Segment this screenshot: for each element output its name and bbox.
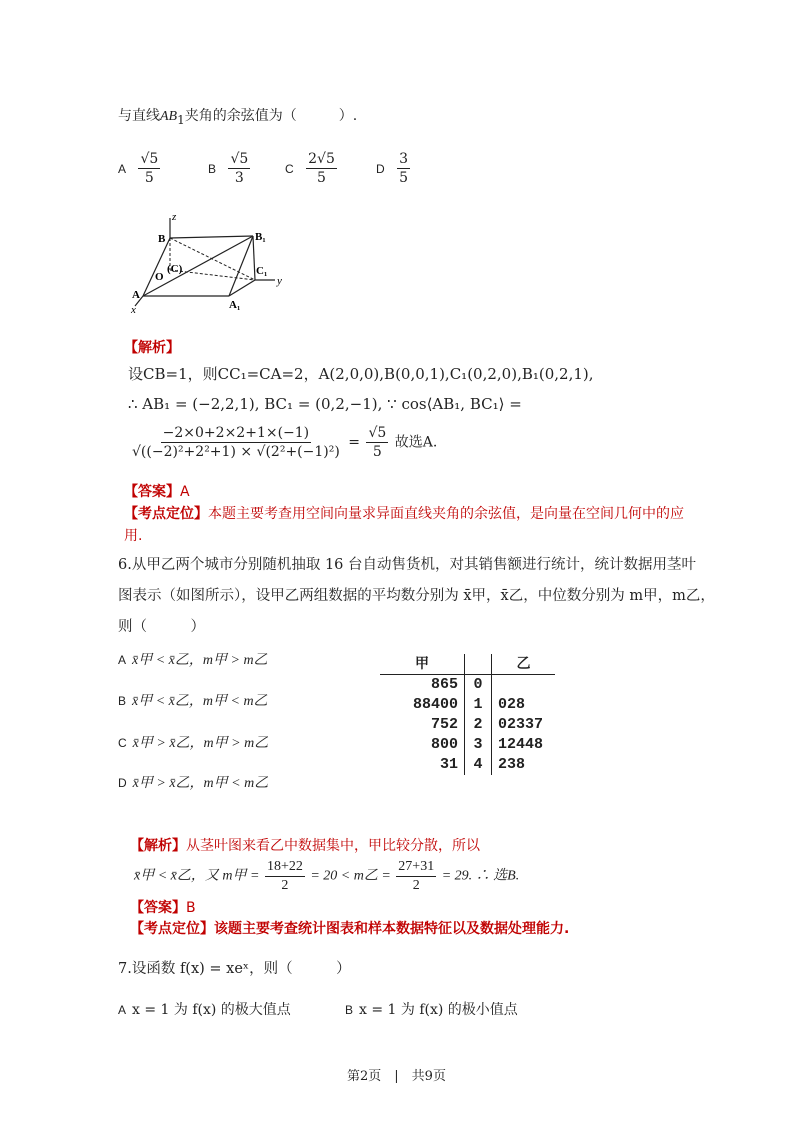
label-b1: B₁ [255,231,266,243]
stemleaf-row [380,735,555,755]
q6-answer-line [130,898,196,918]
option-text: x̄甲 > x̄乙，m甲 > m乙 [132,736,269,751]
left-leaves: 865 [430,676,458,693]
left-leaves: 800 [430,736,458,753]
right-leaves: 028 [498,696,526,713]
q5-kaodian-line2: 用. [124,528,143,544]
q6-option-a [118,650,268,671]
q6-answer-value: B [186,900,196,916]
option-letter: B [118,694,127,708]
q5-answer-line [124,482,190,502]
q5-prism-figure [125,210,295,315]
q6-answer-tag: 【答案】 [130,900,186,916]
page-footer: 第2页 | 共9页 [347,1069,446,1084]
left-leaves: 752 [430,716,458,733]
q6-analysis-line2 [134,858,519,895]
q5-stem-rest: 夹角的余弦值为（ ）. [184,108,358,124]
option-letter: B [208,161,217,176]
q6-stem-line3: 则（ ） [118,619,205,635]
frac-num: √5 [140,151,159,167]
frac-den: 5 [399,170,409,186]
q6-analysis-end: = 29. ∴ 选B. [441,868,520,884]
q5-kaodian-tag: 【考点定位】 [124,506,208,522]
option-text: x̄甲 > x̄乙，m甲 < m乙 [132,776,269,791]
q5-option-b [208,150,252,187]
q7-option-b [345,1000,518,1020]
frac-den: 3 [234,170,244,186]
q5-kaodian-text: 本题主要考查用空间向量求异面直线夹角的余弦值，是向量在空间几何中的应 [208,506,684,522]
q7-option-a [118,1000,291,1020]
q6-kaodian-tag: 【考点定位】 [130,921,214,937]
q5-kaodian-line1 [124,504,684,524]
label-b: B [158,233,166,245]
q6-stem-line1: 6.从甲乙两个城市分别随机抽取 16 台自动售货机，对其销售额进行统计，统计数据用茎叶 [118,557,696,573]
q6-analysis-text: 从茎叶图来看乙中数据集中，甲比较分散，所以 [186,838,480,854]
q5-option-a [118,150,162,187]
stemleaf-row [380,755,555,775]
right-leaves: 12448 [498,736,544,753]
left-leaves: 88400 [412,696,458,713]
label-c: (C) [167,263,183,275]
q6-frac2-num: 27+31 [396,858,436,877]
stem-leaf-plot [380,654,555,775]
label-o: O [155,271,164,283]
diag-a-b1 [143,236,253,296]
option-letter: C [118,736,127,750]
stemleaf-row [380,695,555,715]
left-leaves: 31 [439,756,458,773]
q5-analysis-line3: $\frac{-2\times 0+2\times 2+1\times(-1)}{\text{√((−2)²+2²+1) × √(2²+(−1)²)}}$ = $\frac{√5}{5}$ 故选A. [132,425,438,460]
stem: 4 [465,755,492,775]
stem: 2 [465,715,492,735]
option-letter: D [118,776,127,790]
edge-b-a [143,238,170,296]
stem: 3 [465,735,492,755]
q5-frac-den: √((−2)²+2²+1) × √(2²+(−1)²) [132,444,340,460]
frac-num: 3 [399,151,409,167]
q6-analysis-line1 [130,836,480,856]
q5-result-num: √5 [368,425,387,441]
option-letter: D [376,161,385,176]
option-text: x = 1 为 f(x) 的极大值点 [132,1002,291,1018]
q5-option-d [376,150,412,187]
q5-result-den: 5 [372,444,382,460]
q6-option-d [118,773,268,794]
q6-stem-line2: 图表示（如图所示），设甲乙两组数据的平均数分别为 x̄甲，x̄乙，中位数分别为 m甲，m乙， [118,588,715,604]
edge-a1-c1 [229,280,255,296]
frac-den: 5 [317,170,326,186]
q5-stem-var: AB [160,109,178,124]
q5-option-c [285,150,339,187]
q6-frac2-den: 2 [412,878,420,893]
label-a: A [132,289,140,301]
stemleaf-left-header: 甲 [415,656,429,672]
q5-answer-value: A [180,484,190,500]
frac-num: √5 [230,151,249,167]
right-leaves: 02337 [498,716,544,733]
q5-analysis-line2: ∴ AB₁ = (−2,2,1), BC₁ = (0,2,−1), ∵ cos⟨AB₁, BC₁⟩ = [128,395,522,413]
q6-frac1-num: 18+22 [265,858,305,877]
stemleaf-row [380,675,555,696]
q5-stem-line [118,106,357,130]
q5-analysis-line1: 设CB=1，则CC₁=CA=2，A(2,0,0),B(0,0,1),C₁(0,2,0),B₁(0,2,1), [128,365,594,383]
option-text: x = 1 为 f(x) 的极小值点 [359,1002,518,1018]
q6-kaodian-text: 该题主要考查统计图表和样本数据特征以及数据处理能力. [214,921,570,937]
q6-analysis-mid: = 20 < m乙 = [310,868,391,884]
q6-option-b [118,691,268,712]
frac-den: 5 [144,170,154,186]
label-y: y [277,275,282,287]
label-z: z [172,211,177,223]
option-letter: A [118,161,127,176]
q5-answer-tag: 【答案】 [124,484,180,500]
option-letter: C [285,161,294,176]
stem: 1 [465,695,492,715]
edge-b-b1 [170,236,253,238]
edge-b1-a1 [229,236,253,296]
right-leaves [492,675,556,696]
q6-frac1-den: 2 [281,878,289,893]
frac-num: 2√5 [308,151,335,167]
q5-analysis-tag: 【解析】 [124,340,180,356]
option-text: x̄甲 < x̄乙，m甲 > m乙 [132,653,268,668]
q7-stem: 7.设函数 f(x) = xeˣ，则（ ） [118,961,351,977]
q5-conclusion: 故选A. [394,434,438,451]
option-letter: B [345,1003,354,1017]
q6-option-c [118,733,268,754]
option-letter: A [118,653,127,667]
q6-analysis-pre: x̄甲 < x̄乙，又 m甲 = [134,868,260,884]
q6-analysis-tag: 【解析】 [130,838,186,854]
right-leaves: 238 [498,756,526,773]
label-c1: C₁ [256,265,268,277]
label-x: x [131,304,136,315]
q5-stem-tail: 与直线 [118,108,160,124]
q6-kaodian-line [130,919,569,939]
option-text: x̄甲 < x̄乙，m甲 < m乙 [132,694,268,709]
stem: 0 [465,675,492,696]
option-letter: A [118,1003,127,1017]
q5-stem-sub: 1 [177,112,185,127]
stemleaf-row [380,715,555,735]
stemleaf-right-header: 乙 [516,656,531,672]
q5-frac-num: −2×0+2×2+1×(−1) [162,425,310,441]
label-a1: A₁ [229,299,241,311]
